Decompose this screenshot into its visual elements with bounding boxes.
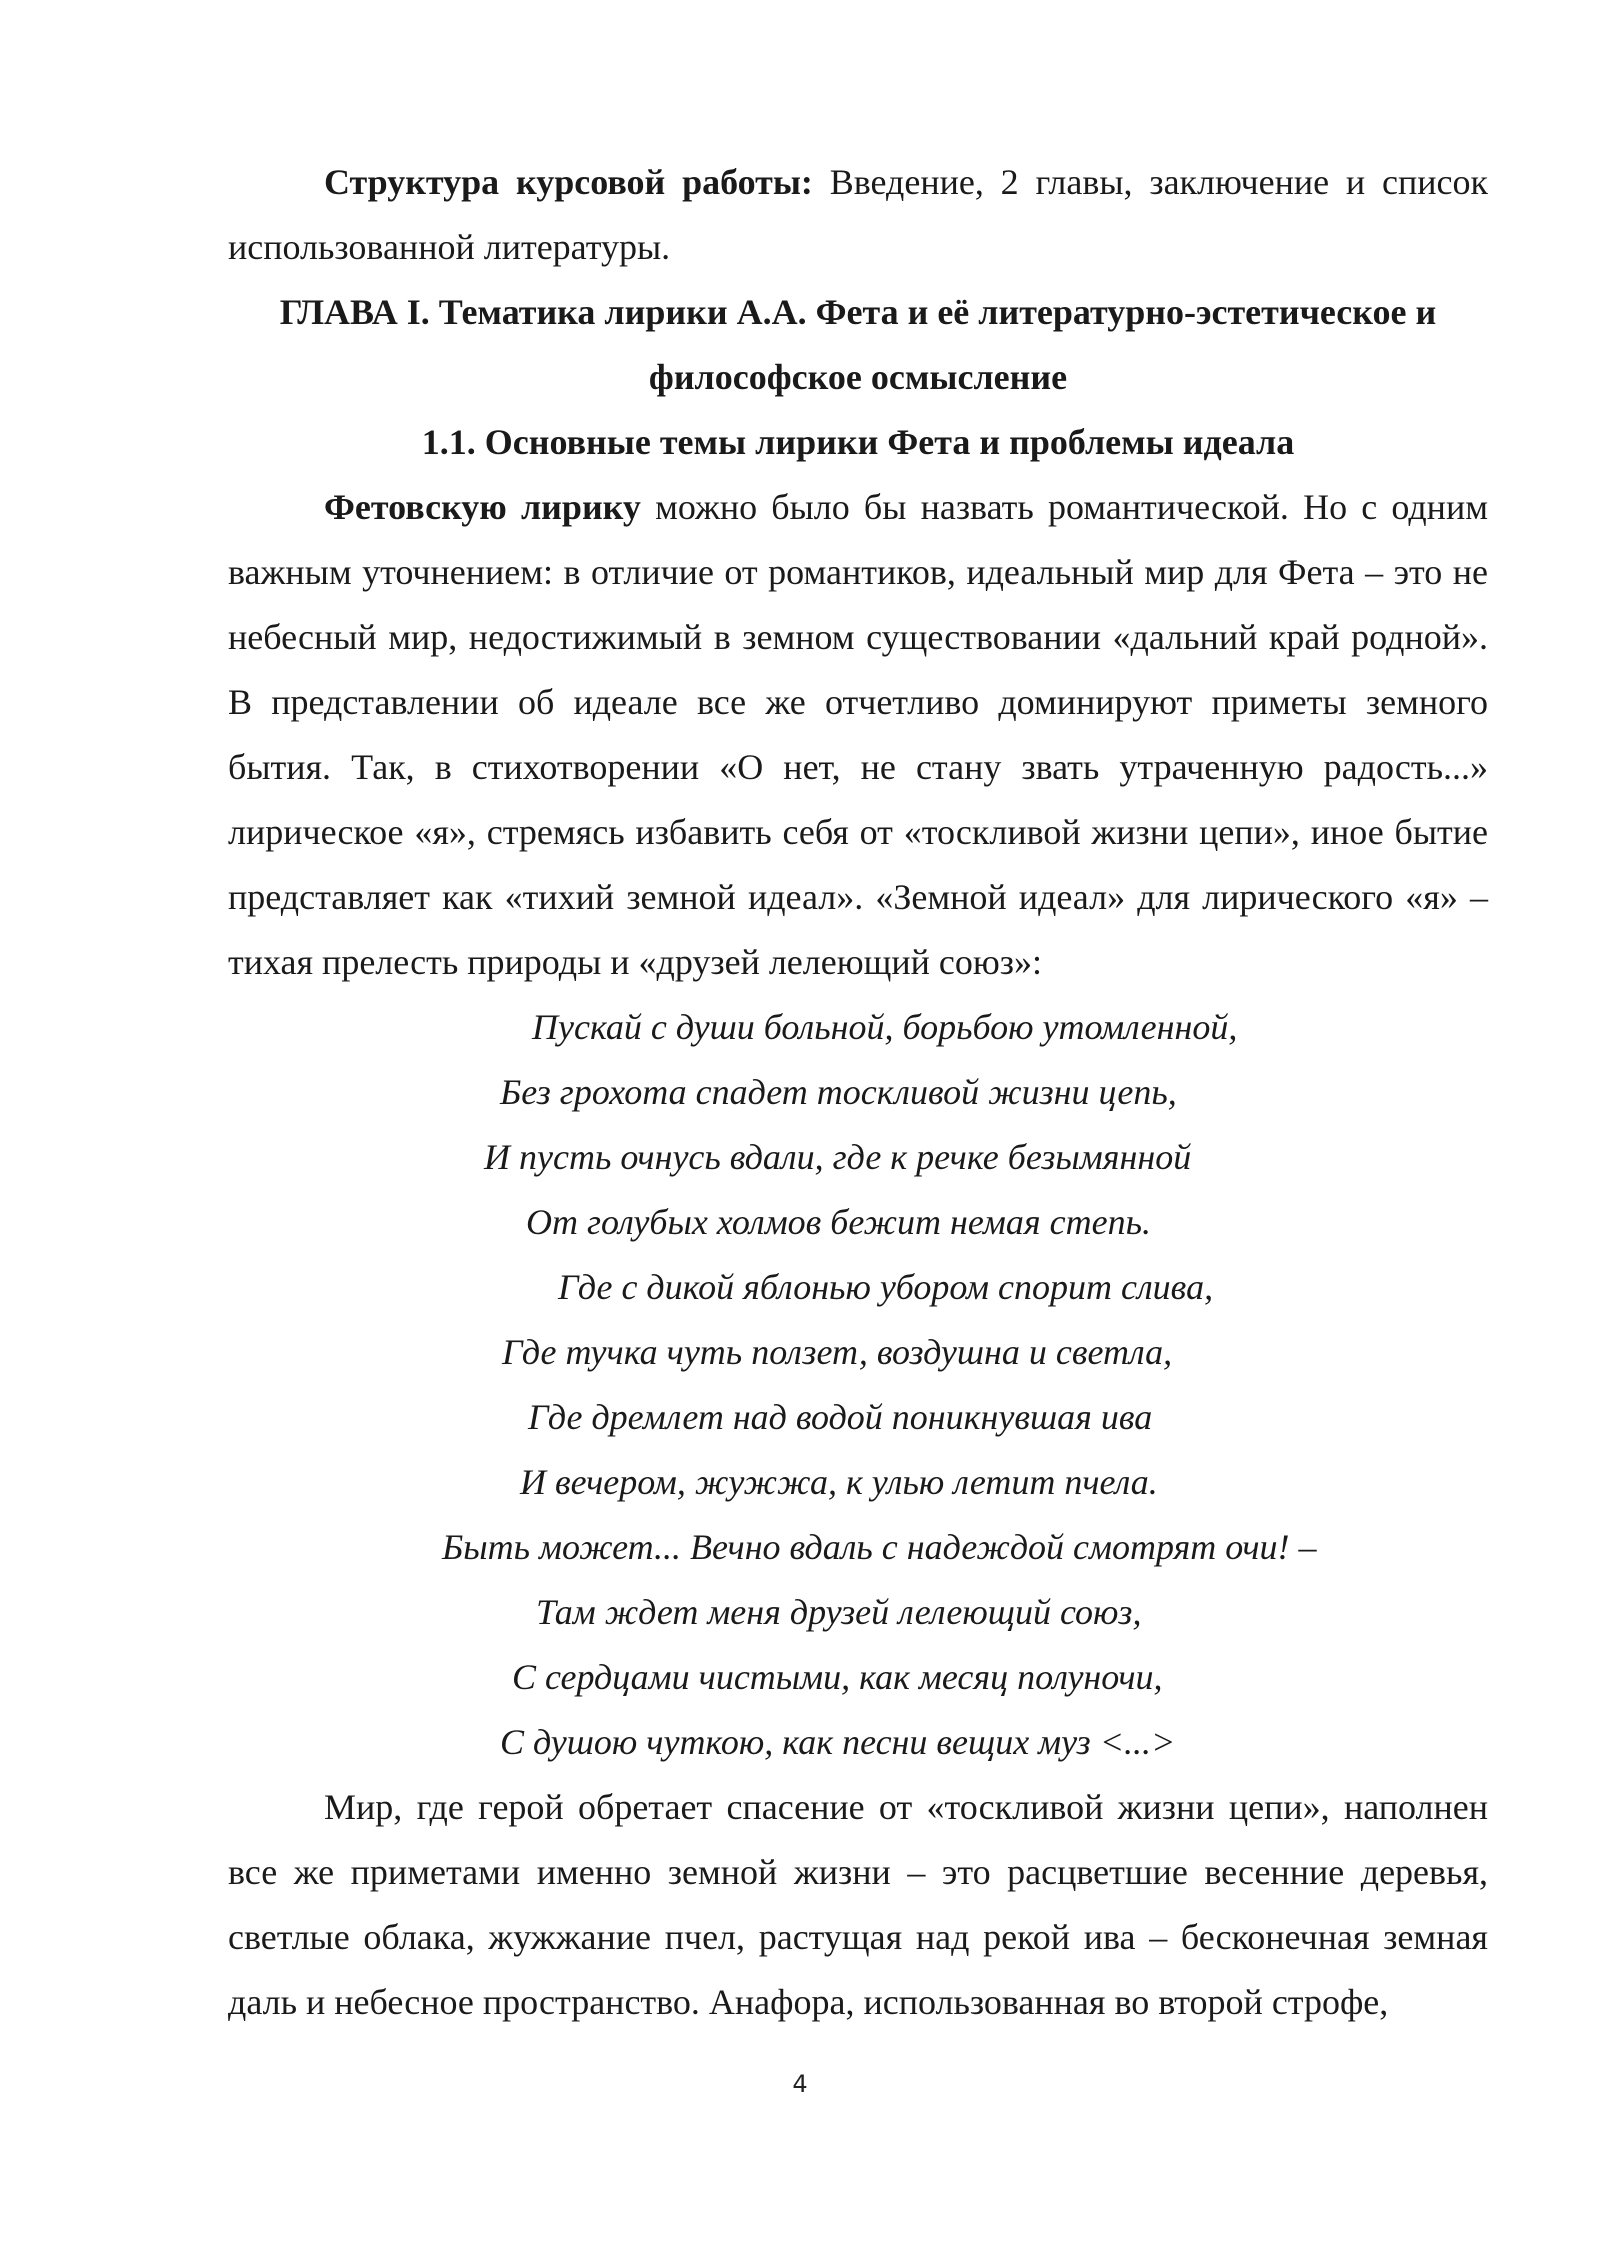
document-page [228,150,1488,2035]
poem-line: Пускай с души больной, борьбою утомленной, [532,1007,1238,1047]
intro-text: можно было бы назвать романтической. Но с одним важным уточнением: в отличие от романтиков, идеальный мир для Фета – это не небесный мир, недостижимый в земном существовании «дальний край родной». В представлении об идеале все же отчетливо доминируют приметы земного бытия. Так, в стихотворении «О нет, не стану звать утраченную радость...» лирическое «я», стремясь избавить себя от «тоскливой жизни цепи», иное бытие представляет как «тихий земной идеал». «Земной идеал» для лирического «я» – тихая прелесть природы и «друзей лелеющий союз»: [228,487,1488,982]
structure-paragraph [228,150,1488,280]
structure-text: Введение, 2 главы, заключение и список использованной литературы. [228,162,1488,267]
chapter-heading: ГЛАВА I. Тематика лирики А.А. Фета и её литературно-эстетическое и философское осмысление [279,292,1437,397]
poem-line: Там ждет меня друзей лелеющий союз, [536,1592,1142,1632]
poem-line: И вечером, жужжа, к улью летит пчела. [520,1462,1158,1502]
intro-lead: Фетовскую лирику [324,487,641,527]
closing-paragraph: Мир, где герой обретает спасение от «тоскливой жизни цепи», наполнен все же приметами именно земной жизни – это расцветшие весенние деревья, светлые облака, жужжание пчел, растущая над рекой ива – бесконечная земная даль и небесное пространство. Анафора, использованная во второй строфе, [228,1787,1488,2022]
section-heading: 1.1. Основные темы лирики Фета и проблемы идеала [421,422,1295,462]
poem-line: Где дремлет над водой поникнувшая ива [528,1397,1153,1437]
page-number: 4 [792,2070,808,2098]
poem-line: С сердцами чистыми, как месяц полуночи, [512,1657,1163,1697]
poem-line: Где тучка чуть ползет, воздушна и светла, [502,1332,1173,1372]
intro-paragraph [228,475,1488,995]
poem-line: И пусть очнусь вдали, где к речке безымянной [484,1137,1192,1177]
poem-block [228,995,1488,1775]
poem-line: С душою чуткою, как песни вещих муз <...> [500,1722,1176,1762]
structure-lead: Структура курсовой работы: [324,162,813,202]
poem-line: Без грохота спадет тоскливой жизни цепь, [500,1072,1177,1112]
poem-line: Быть может... Вечно вдаль с надеждой смотрят очи! – [442,1527,1317,1567]
poem-line: От голубых холмов бежит немая степь. [526,1202,1151,1242]
poem-line: Где с дикой яблонью убором спорит слива, [558,1267,1214,1307]
